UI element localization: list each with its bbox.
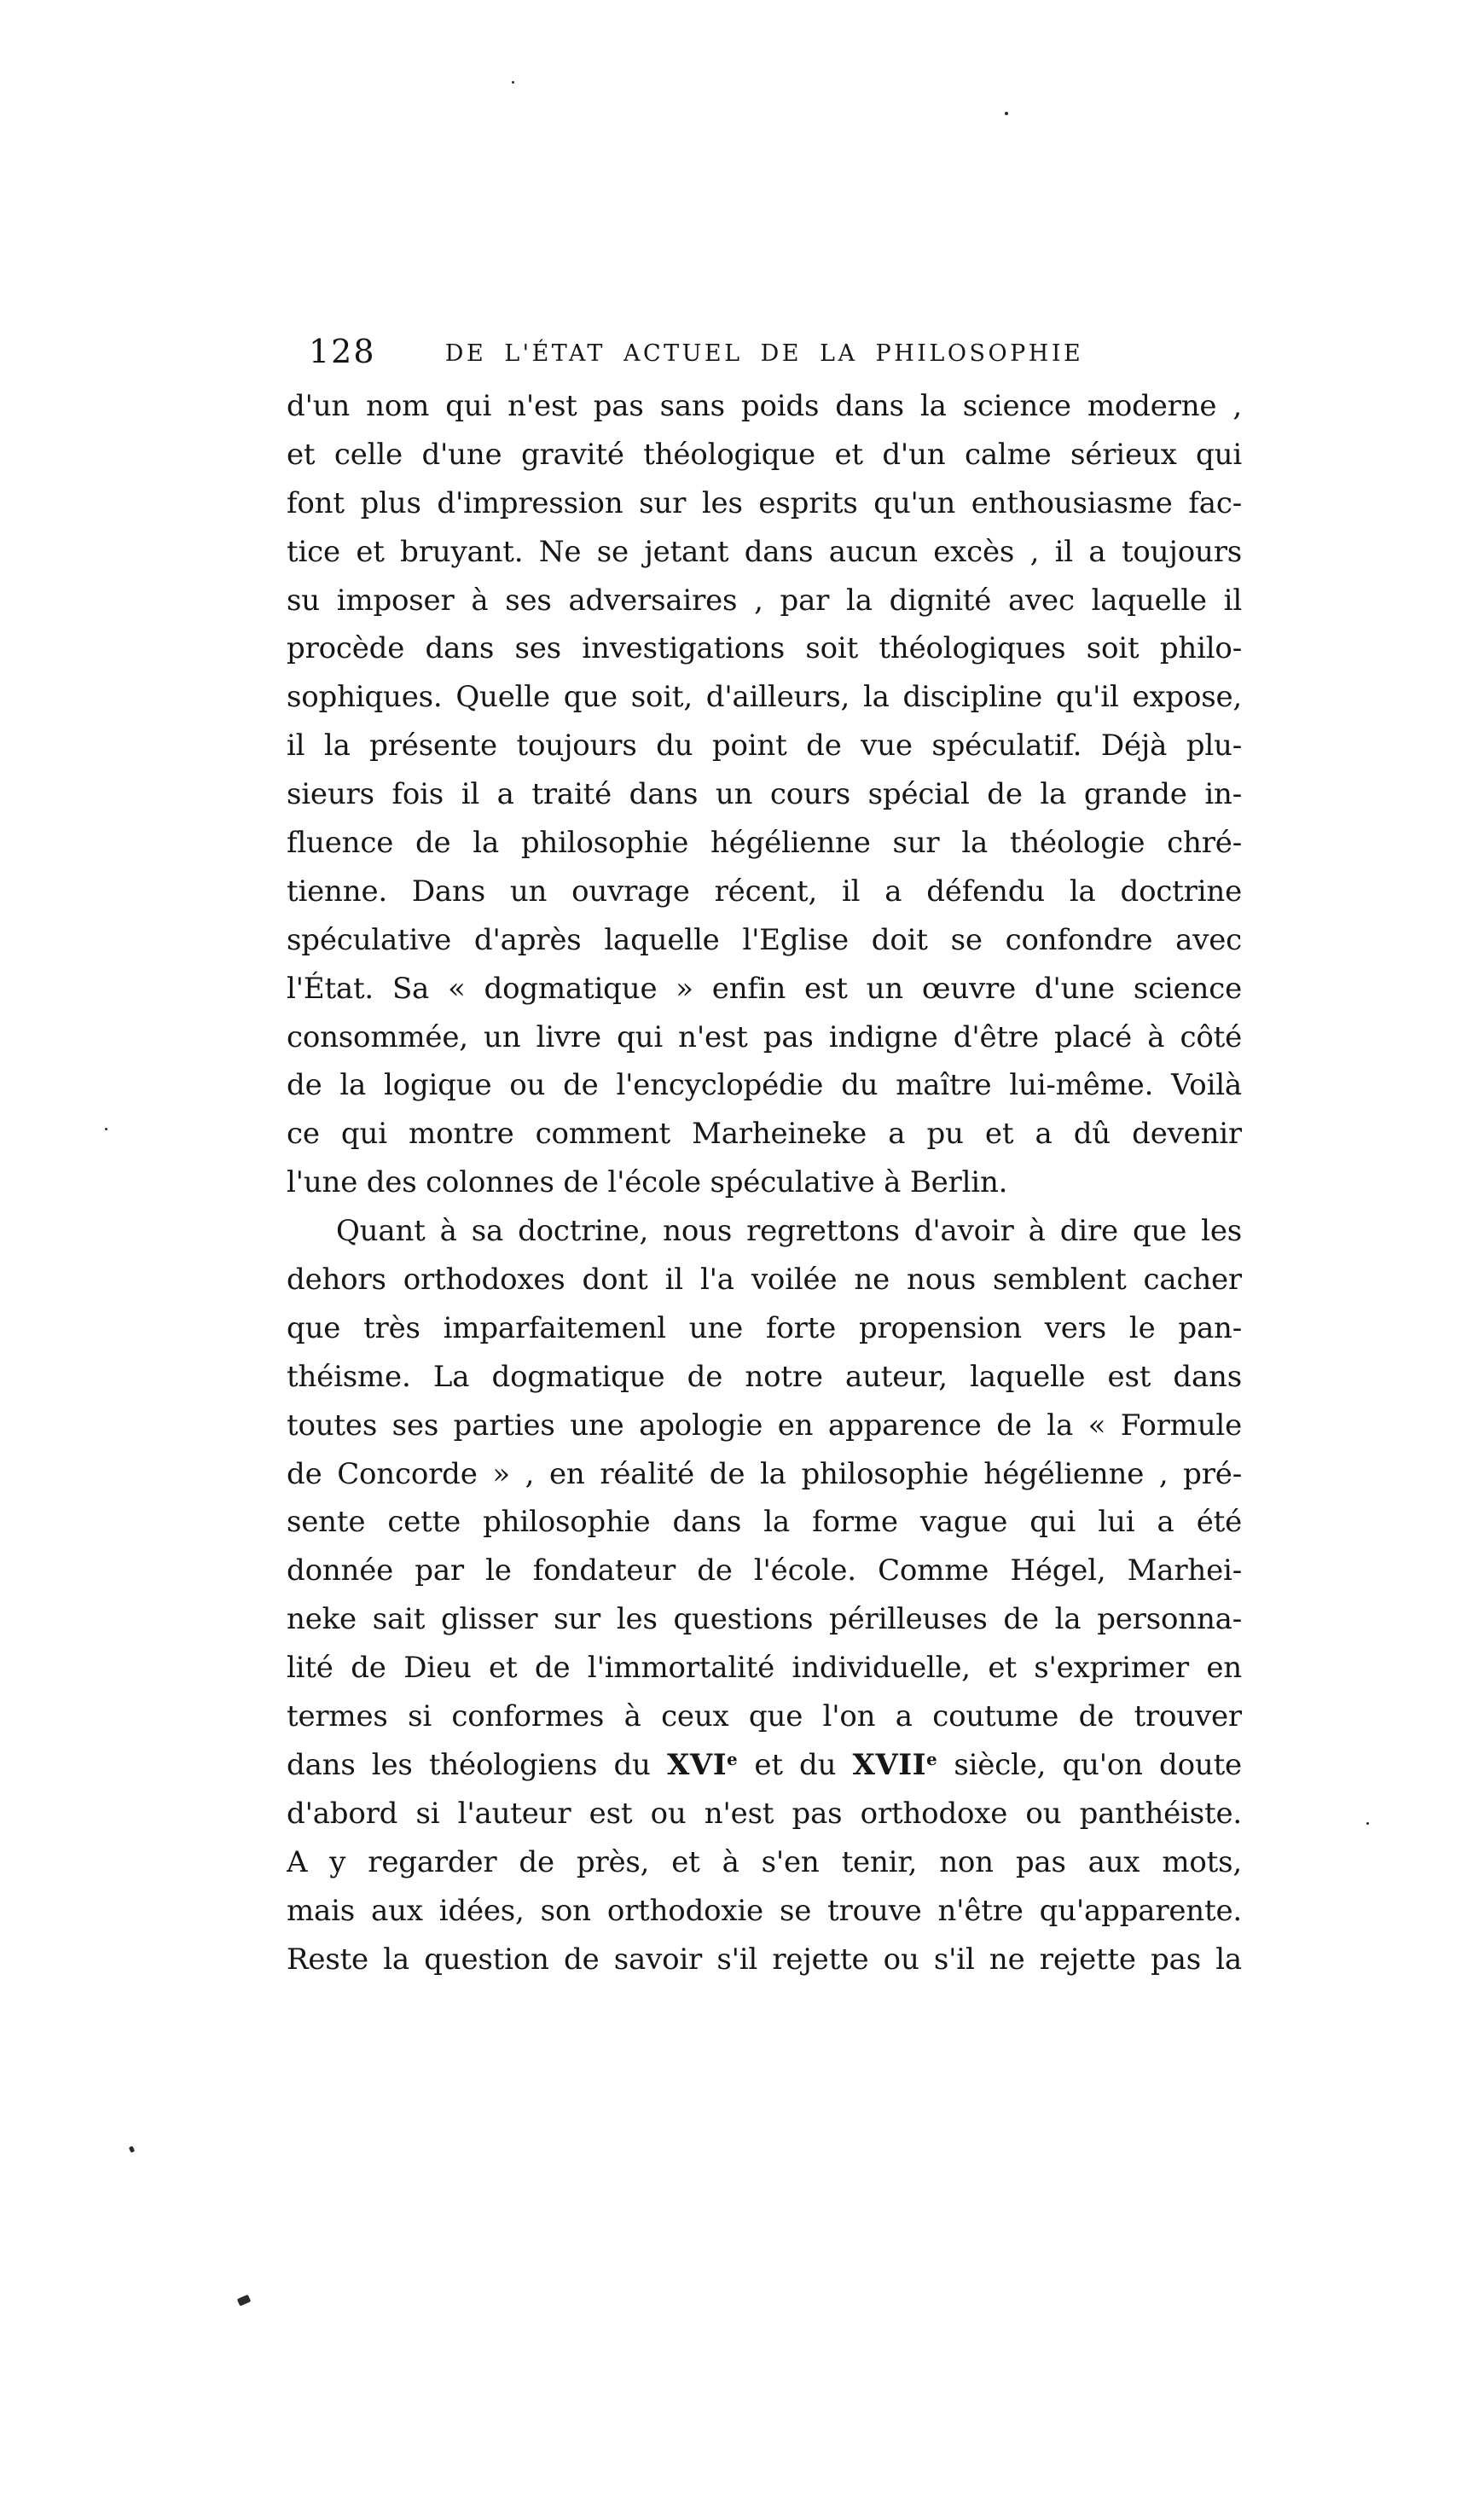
text-line: tice et bruyant. Ne se jetant dans aucun excès , il a toujours [287,534,1242,569]
page-number: 128 [309,333,376,370]
text-line: donnée par le fondateur de l'école. Comme Hégel, Marhei- [287,1553,1242,1588]
text-line: dans les théologiens du XVIe et du XVIIe siècle, qu'on doute [287,1747,1242,1782]
text-line: et celle d'une gravité théologique et d'un calme sérieux qui [287,437,1242,472]
text-line: tienne. Dans un ouvrage récent, il a défendu la doctrine [287,874,1242,909]
text-line: sophiques. Quelle que soit, d'ailleurs, la discipline qu'il expose, [287,680,1242,715]
text-line: font plus d'impression sur les esprits qu'un enthousiasme fac- [287,485,1242,520]
text-line: que très imparfaitemenl une forte propension vers le pan- [287,1310,1242,1345]
text-line: lité de Dieu et de l'immortalité individuelle, et s'exprimer en [287,1651,1242,1686]
text-line: ce qui montre comment Marheineke a pu et a dû devenir [287,1117,1242,1152]
text-line: neke sait glisser sur les questions périlleuses de la personna- [287,1602,1242,1637]
text-line: dehors orthodoxes dont il l'a voilée ne nous semblent cacher [287,1263,1242,1298]
page-header [287,333,1242,372]
ink-speck [512,81,514,84]
text-line: procède dans ses investigations soit théologiques soit philo- [287,631,1242,666]
ink-speck [129,2145,135,2152]
text-line: termes si conformes à ceux que l'on a coutume de trouver [287,1699,1242,1734]
text-line: su imposer à ses adversaires , par la dignité avec laquelle il [287,583,1242,618]
text-line: A y regarder de près, et à s'en tenir, non pas aux mots, [287,1844,1242,1879]
text-line: Reste la question de savoir s'il rejette ou s'il ne rejette pas la [287,1942,1242,1977]
text-line: de Concorde » , en réalité de la philosophie hégélienne , pré- [287,1456,1242,1491]
text-line: d'un nom qui n'est pas sans poids dans la science moderne , [287,389,1242,423]
ink-speck [1005,112,1008,115]
text-line: consommée, un livre qui n'est pas indigne d'être placé à côté [287,1019,1242,1054]
text-line: l'État. Sa « dogmatique » enfin est un œuvre d'une science [287,971,1242,1006]
text-line: sieurs fois il a traité dans un cours spécial de la grande in- [287,777,1242,812]
text-line: toutes ses parties une apologie en apparence de la « Formule [287,1408,1242,1443]
text-line: Quant à sa doctrine, nous regrettons d'avoir à dire que les [336,1214,1242,1249]
text-line: de la logique ou de l'encyclopédie du maître lui-même. Voilà [287,1068,1242,1103]
text-line: il la présente toujours du point de vue spéculatif. Déjà plu- [287,729,1242,764]
text-line: sente cette philosophie dans la forme vague qui lui a été [287,1505,1242,1540]
ink-speck [237,2295,251,2307]
ink-speck [105,1128,107,1130]
body-text [287,382,1242,1983]
running-title: DE L'ÉTAT ACTUEL DE LA PHILOSOPHIE [444,340,1084,367]
text-line: l'une des colonnes de l'école spéculative à Berlin. [287,1165,1008,1200]
ink-speck [1366,1822,1369,1825]
text-line: d'abord si l'auteur est ou n'est pas orthodoxe ou panthéiste. [287,1796,1242,1831]
text-line: théisme. La dogmatique de notre auteur, laquelle est dans [287,1359,1242,1394]
text-line: fluence de la philosophie hégélienne sur la théologie chré- [287,826,1242,861]
text-line: mais aux idées, son orthodoxie se trouve n'être qu'apparente. [287,1893,1242,1928]
text-line: spéculative d'après laquelle l'Eglise doit se confondre avec [287,922,1242,957]
